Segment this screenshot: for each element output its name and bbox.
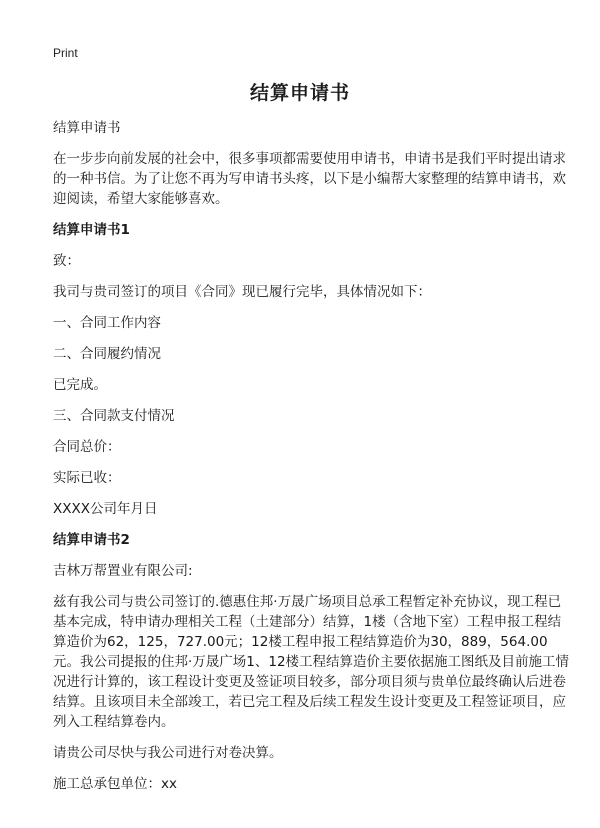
section2-heading: 结算申请书2	[53, 532, 130, 548]
subtitle-line: 结算申请书	[53, 120, 121, 136]
print-link[interactable]: Print	[53, 46, 78, 60]
document-body	[53, 118, 573, 805]
section2-line: 施工总承包单位：xx	[53, 776, 177, 792]
section1-line: 我司与贵司签订的项目《合同》现已履行完毕，具体情况如下：	[53, 284, 431, 300]
intro-paragraph: 在一步步向前发展的社会中，很多事项都需要使用申请书，申请书是我们平时提出请求的一种书信。为了让您不再为写申请书头疼，以下是小编帮大家整理的结算申请书，欢迎阅读，希望大家能够喜欢。	[53, 151, 566, 207]
section1-line: 二、合同履约情况	[53, 346, 161, 362]
section1-line: 三、合同款支付情况	[53, 408, 175, 424]
section1-line: 已完成。	[53, 377, 107, 393]
document-title: 结算申请书	[249, 82, 350, 104]
section1-heading: 结算申请书1	[53, 222, 130, 238]
section1-line: XXXX公司年月日	[53, 501, 158, 517]
section1-line: 致：	[53, 253, 80, 269]
section2-line: 吉林万帮置业有限公司:	[53, 563, 193, 579]
section2-line: 请贵公司尽快与我公司进行对卷决算。	[53, 745, 283, 761]
section1-line: 实际已收：	[53, 470, 121, 486]
section2-paragraph: 兹有我公司与贵公司签订的.德惠住邦·万晟广场项目总承工程暂定补充协议，现工程已基本完成，特申请办理相关工程（土建部分）结算，1楼（含地下室）工程申报工程结算造价为62，125，727.00元；12楼工程申报工程结算造价为30，889，564.00元。我公司提报的住邦·万晟广场1、12楼工程结算造价主要依据施工图纸及目前施工情况进行计算的，该工程设计变更及签证项目较多，部分项目须与贵单位最终确认后进卷结算。且该项目未全部竣工，若已完工程及后续工程发生设计变更及工程签证项目，应列入工程结算卷内。	[53, 594, 570, 730]
section1-line: 合同总价：	[53, 439, 121, 455]
section1-line: 一、合同工作内容	[53, 315, 161, 331]
